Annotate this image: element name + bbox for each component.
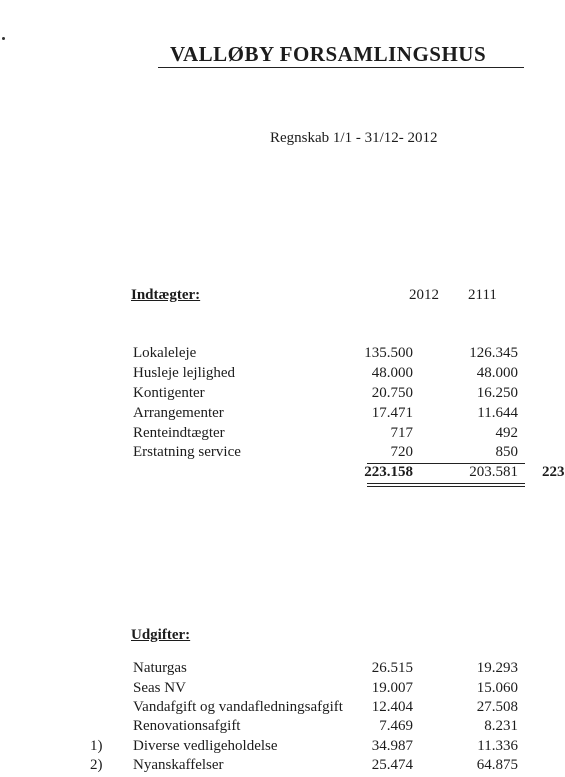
income-total-2111: 203.581	[469, 464, 518, 480]
expense-row-value-2111: 27.508	[476, 699, 518, 715]
income-row-value-2012: 20.750	[371, 385, 413, 401]
expense-row-value-2111: 11.336	[477, 738, 518, 754]
year-column-2: 2111	[468, 287, 497, 303]
income-row-label: Erstatning service	[133, 444, 241, 460]
expense-row-label: Naturgas	[133, 660, 187, 676]
income-row-value-2111: 16.250	[476, 385, 518, 401]
expense-row-value-2111: 15.060	[476, 680, 518, 696]
income-row-label: Renteindtægter	[133, 425, 225, 441]
income-total-cutoff: 223	[542, 464, 565, 480]
income-heading: Indtægter:	[131, 287, 201, 303]
expense-row-label: Diverse vedligeholdelse	[133, 738, 278, 754]
income-row-value-2012: 135.500	[364, 345, 413, 361]
page-title: VALLØBY FORSAMLINGSHUS	[170, 42, 487, 66]
expense-row-label: Seas NV	[133, 680, 186, 696]
income-row-value-2012: 48.000	[371, 365, 413, 381]
income-row-label: Arrangementer	[133, 405, 224, 421]
footnote-marker: 2)	[90, 757, 103, 773]
income-row-value-2012: 717	[390, 425, 413, 441]
income-row-value-2012: 720	[390, 444, 413, 460]
expense-row-value-2111: 19.293	[476, 660, 518, 676]
expense-row-label: Renovationsafgift	[133, 718, 241, 734]
expense-row-value-2012: 34.987	[371, 738, 413, 754]
income-row-value-2111: 11.644	[477, 405, 518, 421]
expense-row-value-2012: 7.469	[379, 718, 413, 734]
period-subtitle: Regnskab 1/1 - 31/12- 2012	[270, 130, 438, 146]
expense-row-value-2111: 64.875	[476, 757, 518, 773]
footnote-marker: 1)	[90, 738, 103, 754]
title-underline	[158, 67, 524, 68]
income-row-value-2111: 48.000	[476, 365, 518, 381]
income-row-value-2111: 126.345	[469, 345, 518, 361]
income-row-label: Husleje lejlighed	[133, 365, 236, 381]
total-double-rule-top	[367, 483, 525, 484]
expense-row-value-2012: 19.007	[371, 680, 413, 696]
income-row-label: Lokaleleje	[133, 345, 197, 361]
expense-row-value-2012: 12.404	[371, 699, 413, 715]
income-row-label: Kontigenter	[133, 385, 205, 401]
income-total-2012: 223.158	[364, 464, 413, 480]
year-column-1: 2012	[409, 287, 439, 303]
total-double-rule-bottom	[367, 486, 525, 487]
scan-speck	[2, 37, 5, 40]
expense-row-label: Nyanskaffelser	[133, 757, 224, 773]
income-row-value-2012: 17.471	[371, 405, 413, 421]
expense-row-label: Vandafgift og vandafledningsafgift	[133, 699, 343, 715]
expenses-heading: Udgifter:	[131, 627, 191, 643]
income-row-value-2111: 850	[495, 444, 518, 460]
expense-row-value-2012: 25.474	[371, 757, 413, 773]
expense-row-value-2111: 8.231	[484, 718, 518, 734]
income-row-value-2111: 492	[495, 425, 518, 441]
expense-row-value-2012: 26.515	[371, 660, 413, 676]
